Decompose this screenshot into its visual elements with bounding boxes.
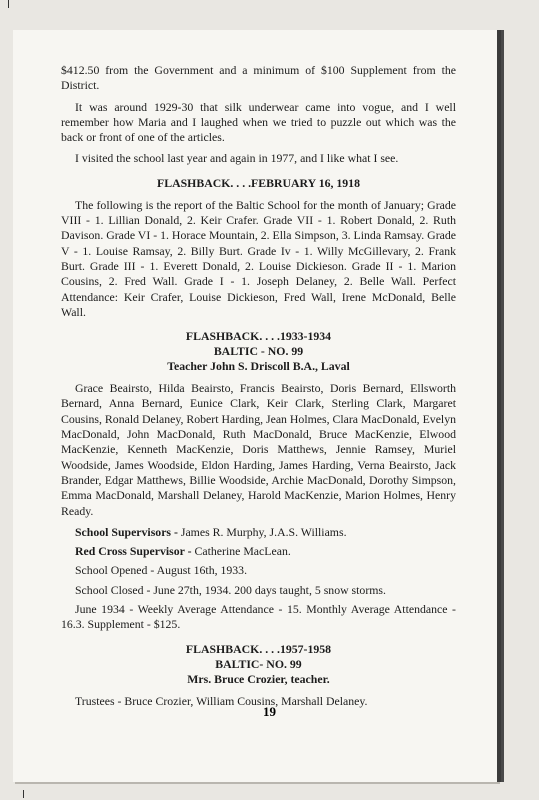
page-text bbox=[61, 63, 456, 715]
page-edge-shadow bbox=[497, 30, 501, 782]
heading-baltic-99-1933: BALTIC - NO. 99 bbox=[213, 344, 304, 359]
paragraph-continuation: $412.50 from the Government and a minimum of $100 Supplement from the District. bbox=[61, 63, 456, 93]
scan-mark-top bbox=[8, 0, 9, 8]
heading-teacher-1933: Teacher John S. Driscoll B.A., Laval bbox=[167, 359, 350, 374]
heading-flashback-1918: FLASHBACK. . . .FEBRUARY 16, 1918 bbox=[157, 175, 360, 190]
heading-flashback-1957: FLASHBACK. . . .1957-1958 bbox=[185, 641, 332, 656]
heading-teacher-1957: Mrs. Bruce Crozier, teacher. bbox=[187, 671, 330, 686]
red-cross-label: Red Cross Supervisor - bbox=[75, 544, 192, 559]
heading-flashback-1933: FLASHBACK. . . .1933-1934 bbox=[185, 329, 332, 344]
supervisors-value: James R. Murphy, J.A.S. Williams. bbox=[177, 524, 347, 539]
red-cross-supervisor bbox=[61, 544, 456, 559]
red-cross-value: Catherine MacLean. bbox=[191, 544, 291, 559]
trustees-1957: Trustees - Bruce Crozier, William Cousins, Marshall Delaney. bbox=[75, 693, 368, 708]
attendance-1934: June 1934 - Weekly Average Attendance - 15. Monthly Average Attendance - 16.3. Supplement - $125. bbox=[61, 602, 456, 632]
school-opened: School Opened - August 16th, 1933. bbox=[75, 563, 248, 578]
school-closed: School Closed - June 27th, 1934. 200 days taught, 5 snow storms. bbox=[75, 582, 386, 597]
paragraph-visit: I visited the school last year and again in 1977, and I like what I see. bbox=[75, 151, 399, 166]
student-list-1933: Grace Beairsto, Hilda Beairsto, Francis Beairsto, Doris Bernard, Ellsworth Bernard, Anna Bernard, Eunice Clark, Keir Clark, Sterling Clark, Margaret Cousins, Ronald Delaney, Robert Harding, Jean Holmes, Clara MacDonald, Evelyn MacDonald, John MacDonald, Ruth MacDonald, Bruce MacKenzie, Elwood MacKenzie, Kenneth MacKenzie, Doris Matthews, Jennie Ramsey, Muriel Woodside, James Woodside, Eldon Harding, James Harding, Verna Beairsto, Jack Brander, Edgar Matthews, Billie Woodside, Archie MacDonald, Dorothy Simpson, Emma MacDonald, Marshall Delaney, Harold MacKenzie, Marion Holmes, Henry Ready. bbox=[61, 381, 456, 518]
supervisors-label: School Supervisors - bbox=[75, 524, 178, 539]
page-number: 19 bbox=[263, 704, 276, 719]
paragraph-silk-underwear: It was around 1929-30 that silk underwear came into vogue, and I well remember how Maria and I laughed when we tried to puzzle out which was the back or front of one of the articles. bbox=[61, 99, 456, 145]
school-supervisors bbox=[61, 525, 456, 540]
report-1918: The following is the report of the Baltic School for the month of January; Grade VIII - 1. Lillian Donald, 2. Keir Crafer. Grade VII - 1. Robert Donald, 2. Ruth Davison. Grade VI - 1. Horace Mountain, 2. Ella Simpson, 3. Linda Ramsay. Grade V - 1. Louise Ramsay, 2. Billy Burt. Grade Iv - 1. Willy McGillevary, 2. Frank Burt. Grade III - 1. Everett Donald, 2. Louise Dickieson. Grade II - 1. Marion Cousins, 2. Fred Wall. Grade I - 1. Joseph Delaney, 2. Belle Wall. Perfect Attendance: Keir Crafer, Louise Dickieson, Fred Wall, Irene McDonald, Belle Wall. bbox=[61, 197, 456, 319]
heading-baltic-99-1957: BALTIC- NO. 99 bbox=[215, 656, 302, 671]
scan-mark-bottom bbox=[23, 790, 24, 798]
